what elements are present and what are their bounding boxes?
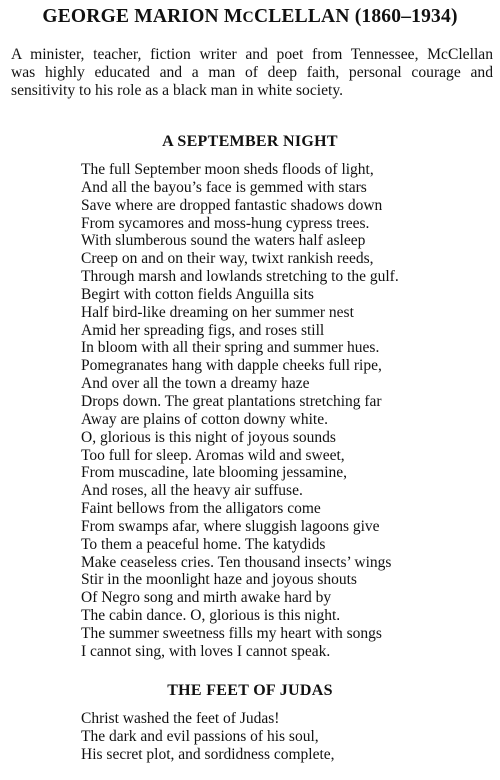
poem-line: Stir in the moonlight haze and joyous shouts (81, 571, 357, 589)
poem-line: From swamps afar, where sluggish lagoons give (81, 517, 380, 535)
bio-line: was highly educated and a man of deep faith, personal courage and (11, 64, 493, 81)
poem-line: Christ washed the feet of Judas! (81, 710, 280, 727)
poem-line: Through marsh and lowlands stretching to the gulf. (81, 268, 399, 286)
poem-line: Amid her spreading figs, and roses still (81, 321, 325, 339)
poem-line: Creep on and on their way, twixt rankish reeds, (81, 250, 374, 268)
bio-line: sensitivity to his role as a black man in white society. (11, 82, 344, 99)
poem-line: And all the bayou’s face is gemmed with stars (81, 178, 367, 196)
poem-line: His secret plot, and sordidness complete, (81, 745, 335, 763)
poem-line: And roses, all the heavy air suffuse. (81, 482, 303, 500)
poem-body-september-night (81, 161, 493, 661)
poem-title-feet-of-judas: THE FEET OF JUDAS (167, 682, 333, 699)
poem-line: Drops down. The great plantations stretching far (81, 392, 382, 410)
author-dates: (1860–1934) (354, 6, 458, 27)
bio-line: A minister, teacher, fiction writer and poet from Tennessee, McClellan (11, 46, 493, 63)
poem-line: Of Negro song and mirth awake hard by (81, 589, 332, 607)
poem-line: With slumberous sound the waters half asleep (81, 232, 366, 250)
poem-line: To them a peaceful home. The katydids (81, 535, 326, 553)
poem-line: Half bird-like dreaming on her summer nest (81, 303, 354, 321)
author-name: GEORGE MARION M (42, 6, 243, 27)
author-heading (0, 6, 500, 28)
author-name-small-caps: C (242, 9, 254, 26)
poem-line: The full September moon sheds floods of light, (81, 161, 374, 178)
poem-body-feet-of-judas (81, 710, 493, 764)
poem-line: Faint bellows from the alligators come (81, 500, 321, 518)
poem-line: I cannot sing, with loves I cannot speak. (81, 642, 331, 660)
poem-line: Make ceaseless cries. Ten thousand insects’ wings (81, 553, 392, 571)
poem-line: Save where are dropped fantastic shadows down (81, 196, 383, 214)
poem-line: The dark and evil passions of his soul, (81, 727, 319, 745)
author-biography (11, 46, 493, 100)
poem-line: From sycamores and moss-hung cypress trees. (81, 214, 370, 232)
poem-line: From muscadine, late blooming jessamine, (81, 464, 348, 482)
poem-line: The cabin dance. O, glorious is this night. (81, 607, 341, 625)
author-name-end: CLELLAN (253, 6, 350, 27)
poem-line: O, glorious is this night of joyous sounds (81, 428, 336, 446)
poem-line: And over all the town a dreamy haze (81, 375, 310, 393)
poem-line: In bloom with all their spring and summer hues. (81, 339, 380, 357)
poem-line: Away are plains of cotton downy white. (81, 410, 328, 428)
poem-title-september-night: A SEPTEMBER NIGHT (162, 133, 338, 150)
poem-line: The summer sweetness fills my heart with songs (81, 624, 382, 642)
poem-line: Too full for sleep. Aromas wild and sweet, (81, 446, 345, 464)
poem-line: Begirt with cotton fields Anguilla sits (81, 285, 314, 303)
poem-line: Pomegranates hang with dapple cheeks full ripe, (81, 357, 382, 375)
